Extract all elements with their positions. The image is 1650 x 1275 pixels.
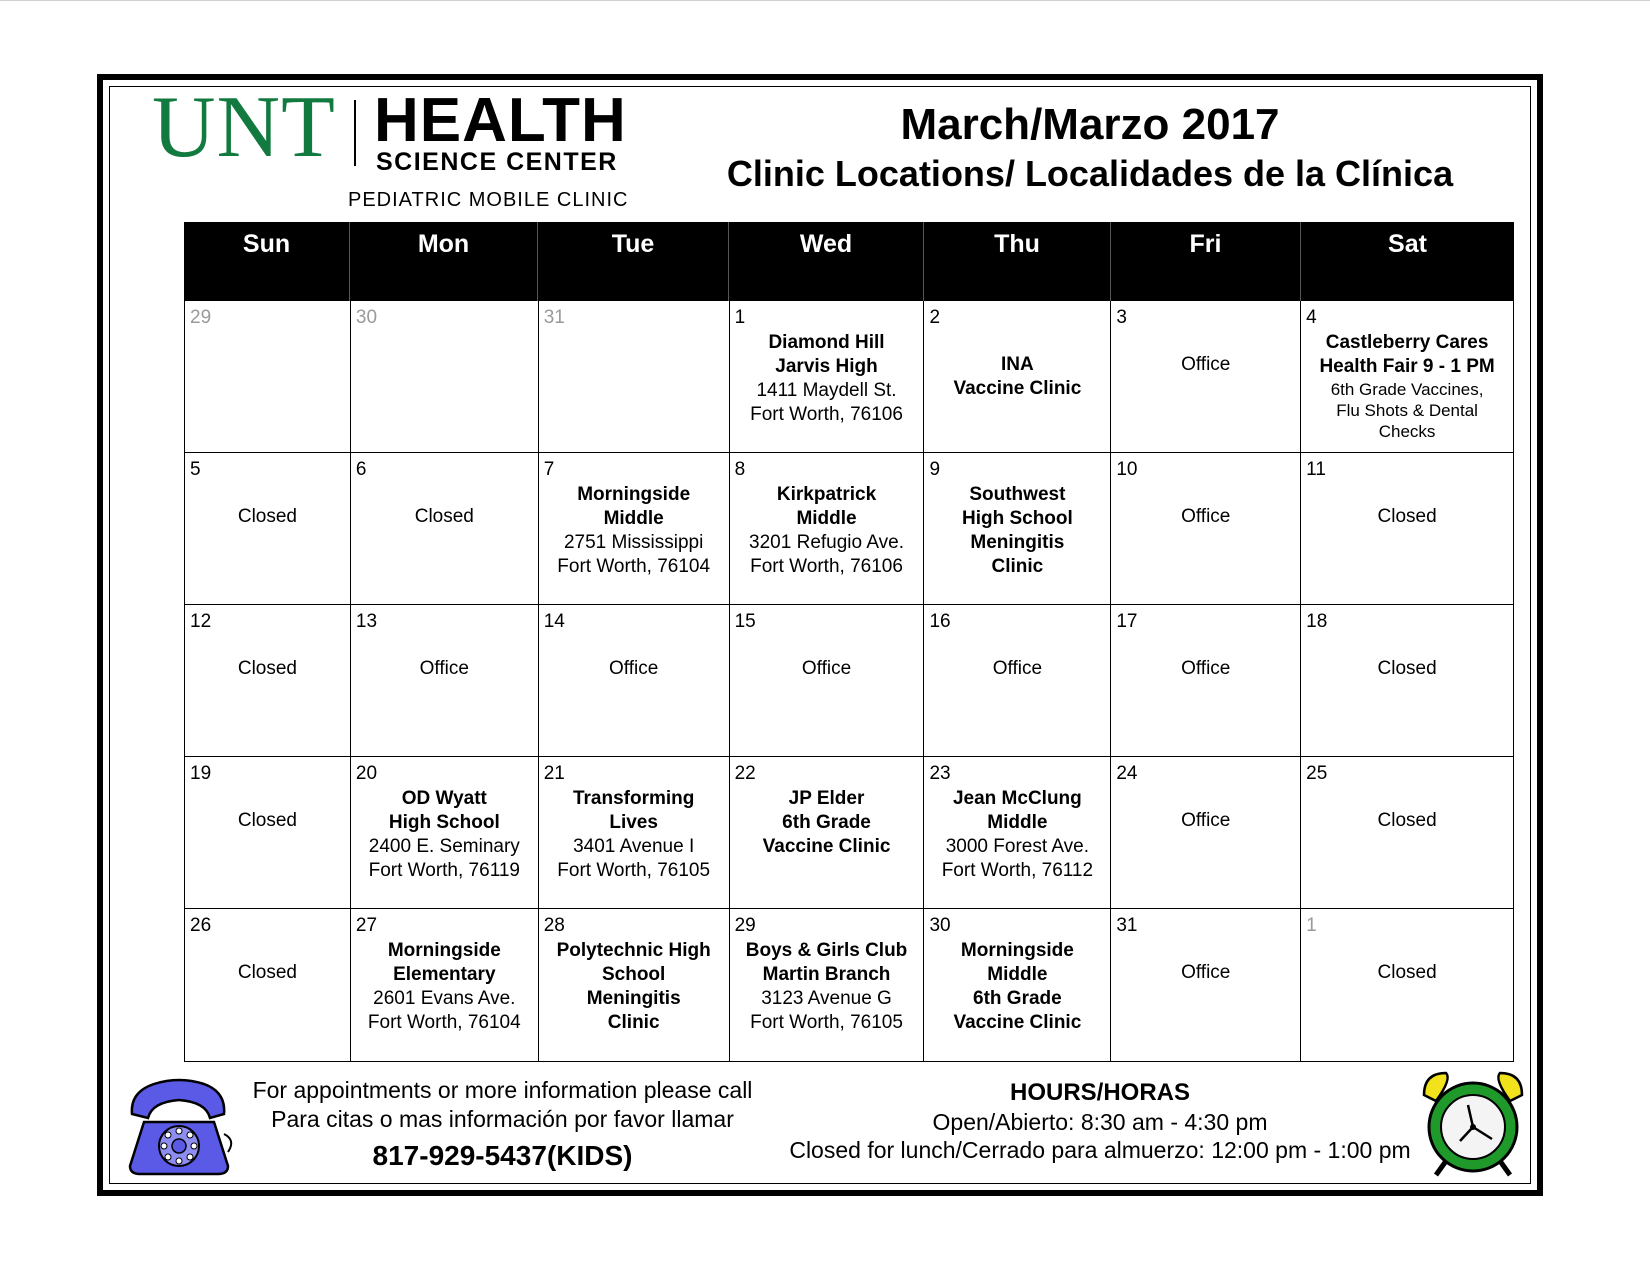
event-detail: Closed <box>1377 506 1437 527</box>
calendar-day-cell <box>1111 909 1301 1061</box>
calendar-day-cell <box>1111 757 1301 908</box>
calendar-header <box>184 222 1514 301</box>
day-number: 23 <box>929 763 951 784</box>
logo-health-text: HEALTH <box>374 86 627 155</box>
day-number: 8 <box>734 459 746 480</box>
event-name: Middle <box>796 508 857 529</box>
day-number: 10 <box>1116 459 1138 480</box>
hours-lunch: Closed for lunch/Cerrado para almuerzo: 12:00 pm - 1:00 pm <box>789 1137 1411 1163</box>
day-header-sun: Sun <box>184 222 350 301</box>
day-number: 14 <box>543 611 565 632</box>
calendar-week <box>185 453 1514 605</box>
calendar-day-cell <box>924 301 1111 452</box>
event-detail: Office <box>1181 658 1231 679</box>
event-name: Health Fair 9 - 1 PM <box>1319 356 1495 377</box>
event-name: Elementary <box>393 964 496 985</box>
day-event <box>1111 657 1300 681</box>
event-name: School <box>601 964 666 985</box>
event-detail: 6th Grade Vaccines, <box>1330 380 1484 399</box>
day-event <box>1301 331 1513 442</box>
day-number: 30 <box>355 307 378 328</box>
calendar-day-cell <box>1301 301 1514 452</box>
calendar-day-cell <box>539 757 730 908</box>
event-detail: Office <box>1181 810 1231 831</box>
event-detail: Office <box>1181 506 1231 527</box>
calendar-day-cell <box>730 909 925 1061</box>
event-name: Middle <box>603 508 664 529</box>
calendar-day-cell <box>1301 453 1514 604</box>
day-event <box>1111 809 1300 833</box>
top-rule <box>0 0 1650 1</box>
event-name: High School <box>961 508 1073 529</box>
day-number: 1 <box>734 307 746 328</box>
day-event <box>1301 505 1513 529</box>
event-name: OD Wyatt <box>401 788 487 809</box>
day-event <box>185 809 350 833</box>
hours-title: HOURS/HORAS <box>1009 1079 1190 1106</box>
event-detail: 3401 Avenue I <box>573 836 695 857</box>
event-name: Boys & Girls Club <box>745 940 908 961</box>
page-title: March/Marzo 2017 <box>900 100 1280 149</box>
event-name: Clinic <box>991 556 1044 577</box>
event-name: Kirkpatrick <box>776 484 877 505</box>
day-event <box>185 961 350 985</box>
event-detail: Office <box>801 658 852 679</box>
calendar-day-cell <box>730 453 925 604</box>
event-detail: Closed <box>237 506 298 527</box>
day-event <box>924 657 1110 681</box>
day-number: 25 <box>1306 763 1328 784</box>
day-event <box>730 331 924 427</box>
event-detail: 3201 Refugio Ave. <box>749 532 904 553</box>
day-event <box>185 657 350 681</box>
calendar-day-cell <box>730 301 925 452</box>
calendar-day-cell <box>730 757 925 908</box>
hours-open: Open/Abierto: 8:30 am - 4:30 pm <box>932 1109 1268 1135</box>
event-name: Middle <box>987 964 1048 985</box>
event-name: Meningitis <box>970 532 1065 553</box>
calendar-day-cell <box>185 909 351 1061</box>
event-name: 6th Grade <box>973 988 1062 1009</box>
event-detail: Closed <box>237 962 298 983</box>
calendar-grid <box>184 301 1514 1062</box>
day-number: 7 <box>543 459 555 480</box>
day-number: 19 <box>190 763 212 784</box>
event-name: Jarvis High <box>775 356 878 377</box>
event-detail: Fort Worth, 76105 <box>557 860 711 881</box>
event-name: Vaccine Clinic <box>953 378 1082 399</box>
contact-line-es: Para citas o mas información por favor llamar <box>271 1106 734 1132</box>
day-event <box>351 787 538 883</box>
event-detail: Closed <box>1377 962 1437 983</box>
calendar-day-cell <box>924 909 1111 1061</box>
calendar-day-cell <box>1301 757 1514 908</box>
event-name: Martin Branch <box>762 964 891 985</box>
event-detail: 3000 Forest Ave. <box>945 836 1090 857</box>
event-detail: Closed <box>237 810 298 831</box>
day-number: 30 <box>929 915 951 936</box>
alarm-clock-icon <box>1418 1065 1528 1179</box>
event-detail: Fort Worth, 76105 <box>750 1012 903 1033</box>
day-number: 16 <box>929 611 951 632</box>
event-name: Vaccine Clinic <box>762 836 891 857</box>
event-detail: 1411 Maydell St. <box>756 380 897 401</box>
day-event <box>539 657 729 681</box>
day-header-thu: Thu <box>924 222 1111 301</box>
day-header-fri: Fri <box>1111 222 1301 301</box>
day-number: 21 <box>543 763 565 784</box>
calendar-day-cell <box>924 453 1111 604</box>
day-event <box>730 483 924 579</box>
day-number: 9 <box>929 459 941 480</box>
event-name: Transforming <box>572 788 695 809</box>
event-name: Southwest <box>969 484 1066 505</box>
calendar-day-cell <box>1301 605 1514 756</box>
day-number: 27 <box>355 915 378 936</box>
logo-program-text: PEDIATRIC MOBILE CLINIC <box>348 189 629 211</box>
event-name: Polytechnic High <box>556 940 711 961</box>
calendar-day-cell <box>185 301 351 452</box>
logo-unt-text: UNT <box>152 79 336 176</box>
event-name: Morningside <box>577 484 691 505</box>
day-number: 31 <box>1116 915 1138 936</box>
calendar-day-cell <box>539 909 730 1061</box>
day-event <box>351 657 538 681</box>
day-event <box>730 939 924 1035</box>
event-detail: 2601 Evans Ave. <box>373 988 516 1009</box>
event-name: 6th Grade <box>782 812 871 833</box>
event-detail: Closed <box>414 506 474 527</box>
contact-info <box>240 1076 765 1172</box>
calendar-day-cell <box>185 453 351 604</box>
logo-divider <box>354 100 356 166</box>
calendar-day-cell <box>185 605 351 756</box>
calendar-day-cell <box>539 453 730 604</box>
day-number: 2 <box>929 307 941 328</box>
day-event <box>1111 505 1300 529</box>
day-number: 5 <box>190 459 201 480</box>
event-detail: 2400 E. Seminary <box>368 836 520 857</box>
event-name: Jean McClung <box>952 788 1082 809</box>
day-number: 18 <box>1306 611 1328 632</box>
calendar-week <box>185 605 1514 757</box>
day-number: 12 <box>190 611 212 632</box>
calendar-day-cell <box>351 757 539 908</box>
day-event <box>539 939 729 1035</box>
day-event <box>1301 657 1513 681</box>
day-number: 29 <box>190 307 212 328</box>
day-event <box>351 505 538 529</box>
unt-health-logo <box>152 79 632 214</box>
day-event <box>1301 809 1513 833</box>
day-number: 6 <box>355 459 367 480</box>
calendar-week <box>185 757 1514 909</box>
day-number: 11 <box>1306 459 1326 480</box>
event-name: Lives <box>609 812 658 833</box>
event-detail: Closed <box>237 658 298 679</box>
day-number: 4 <box>1306 307 1317 328</box>
day-event <box>1301 961 1513 985</box>
event-detail: Fort Worth, 76104 <box>557 556 711 577</box>
event-name: Clinic <box>607 1012 660 1033</box>
day-header-mon: Mon <box>350 222 538 301</box>
event-detail: Fort Worth, 76104 <box>367 1012 521 1033</box>
calendar-day-cell <box>351 453 539 604</box>
day-event <box>924 787 1110 883</box>
day-number: 17 <box>1116 611 1138 632</box>
day-number: 29 <box>734 915 756 936</box>
day-number: 26 <box>190 915 212 936</box>
event-detail: Closed <box>1377 658 1437 679</box>
event-name: Vaccine Clinic <box>953 1012 1082 1033</box>
event-name: Middle <box>987 812 1048 833</box>
contact-line-en: For appointments or more information please call <box>252 1077 753 1103</box>
calendar-day-cell <box>1111 301 1301 452</box>
day-number: 22 <box>734 763 756 784</box>
event-detail: Closed <box>1377 810 1437 831</box>
day-event <box>539 787 729 883</box>
day-number: 13 <box>355 611 378 632</box>
event-detail: 3123 Avenue G <box>761 988 892 1009</box>
calendar-day-cell <box>1111 605 1301 756</box>
event-name: Castleberry Cares <box>1325 332 1489 353</box>
calendar-day-cell <box>351 605 539 756</box>
day-event <box>1111 961 1300 985</box>
day-number: 15 <box>734 611 756 632</box>
event-detail: Fort Worth, 76119 <box>368 860 520 881</box>
calendar <box>184 222 1514 1062</box>
day-event <box>185 505 350 529</box>
phone-number: 817-929-5437(KIDS) <box>372 1140 633 1171</box>
day-event <box>924 353 1110 401</box>
event-detail: Flu Shots & Dental <box>1336 401 1478 420</box>
event-detail: Fort Worth, 76106 <box>750 404 903 425</box>
day-number: 24 <box>1116 763 1138 784</box>
event-name: High School <box>388 812 500 833</box>
day-event <box>539 483 729 579</box>
event-detail: Office <box>1181 962 1231 983</box>
day-header-wed: Wed <box>729 222 924 301</box>
event-detail: Checks <box>1378 422 1436 441</box>
calendar-day-cell <box>185 757 351 908</box>
event-name: INA <box>1001 354 1034 375</box>
event-detail: Fort Worth, 76112 <box>941 860 1094 881</box>
calendar-day-cell <box>539 301 730 452</box>
day-number: 1 <box>1306 915 1317 936</box>
day-number: 28 <box>543 915 565 936</box>
calendar-day-cell <box>924 605 1111 756</box>
event-detail: Office <box>992 658 1043 679</box>
event-name: JP Elder <box>788 788 865 809</box>
day-event <box>730 787 924 859</box>
event-name: Morningside <box>960 940 1074 961</box>
rotary-phone-icon <box>124 1074 234 1178</box>
calendar-day-cell <box>730 605 925 756</box>
day-number: 31 <box>543 307 565 328</box>
day-number: 20 <box>355 763 378 784</box>
calendar-day-cell <box>351 909 539 1061</box>
day-number: 3 <box>1116 307 1127 328</box>
calendar-week <box>185 909 1514 1062</box>
event-detail: Office <box>609 658 659 679</box>
calendar-week <box>185 301 1514 453</box>
calendar-day-cell <box>924 757 1111 908</box>
day-event <box>351 939 538 1035</box>
event-detail: Office <box>1181 354 1231 375</box>
calendar-day-cell <box>1111 453 1301 604</box>
calendar-day-cell <box>1301 909 1514 1061</box>
day-event <box>924 483 1110 579</box>
day-header-sat: Sat <box>1388 230 1427 258</box>
calendar-day-cell <box>351 301 539 452</box>
day-event <box>1111 353 1300 377</box>
event-name: Diamond Hill <box>768 332 885 353</box>
day-event <box>924 939 1110 1035</box>
event-name: Morningside <box>387 940 501 961</box>
event-detail: 2751 Mississippi <box>563 532 704 553</box>
logo-science-center-text: SCIENCE CENTER <box>376 148 618 176</box>
calendar-day-cell <box>539 605 730 756</box>
page-subtitle: Clinic Locations/ Localidades de la Clínica <box>726 153 1454 194</box>
hours-info <box>770 1078 1430 1164</box>
event-detail: Fort Worth, 76106 <box>750 556 903 577</box>
day-event <box>730 657 924 681</box>
event-name: Meningitis <box>586 988 681 1009</box>
event-detail: Office <box>419 658 469 679</box>
day-header-tue: Tue <box>538 222 729 301</box>
